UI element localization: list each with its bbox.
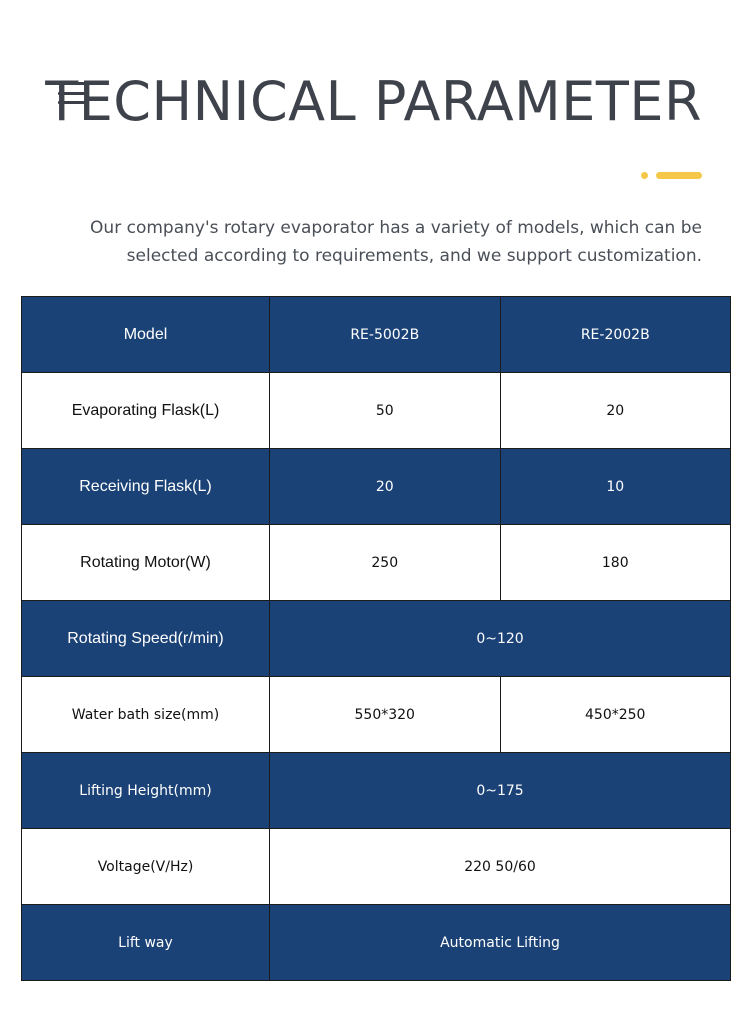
page-title: TECHNICAL PARAMETER	[45, 70, 702, 133]
row-label: Evaporating Flask(L)	[22, 373, 270, 449]
row-value-a: 20	[270, 449, 501, 525]
row-value-b: 10	[500, 449, 731, 525]
table-row	[22, 753, 731, 829]
table-row	[22, 525, 731, 601]
row-label: Voltage(V/Hz)	[22, 829, 270, 905]
table-row	[22, 829, 731, 905]
table-header-row	[22, 297, 731, 373]
row-value-b: 180	[500, 525, 731, 601]
row-value-shared: Automatic Lifting	[270, 905, 731, 981]
row-value-a: 550*320	[270, 677, 501, 753]
table-row	[22, 677, 731, 753]
accent-decoration	[641, 172, 702, 179]
table-row	[22, 905, 731, 981]
table-row	[22, 449, 731, 525]
intro-text: Our company's rotary evaporator has a variety of models, which can be selected according to requirements, and we support customization.	[90, 218, 702, 266]
header-cell-model-b: RE-2002B	[500, 297, 731, 373]
row-value-shared: 220 50/60	[270, 829, 731, 905]
table-row	[22, 601, 731, 677]
row-value-a: 50	[270, 373, 501, 449]
header-cell-model-a: RE-5002B	[270, 297, 501, 373]
row-value-shared: 0~120	[270, 601, 731, 677]
row-value-b: 20	[500, 373, 731, 449]
spec-table	[21, 296, 731, 981]
accent-bar	[656, 172, 702, 179]
row-label: Water bath size(mm)	[22, 677, 270, 753]
row-label: Lift way	[22, 905, 270, 981]
row-label: Lifting Height(mm)	[22, 753, 270, 829]
row-value-b: 450*250	[500, 677, 731, 753]
accent-dot	[641, 172, 648, 179]
row-value-shared: 0~175	[270, 753, 731, 829]
row-label: Rotating Motor(W)	[22, 525, 270, 601]
header-cell-model: Model	[22, 297, 270, 373]
row-value-a: 250	[270, 525, 501, 601]
table-row	[22, 373, 731, 449]
row-label: Rotating Speed(r/min)	[22, 601, 270, 677]
row-label: Receiving Flask(L)	[22, 449, 270, 525]
